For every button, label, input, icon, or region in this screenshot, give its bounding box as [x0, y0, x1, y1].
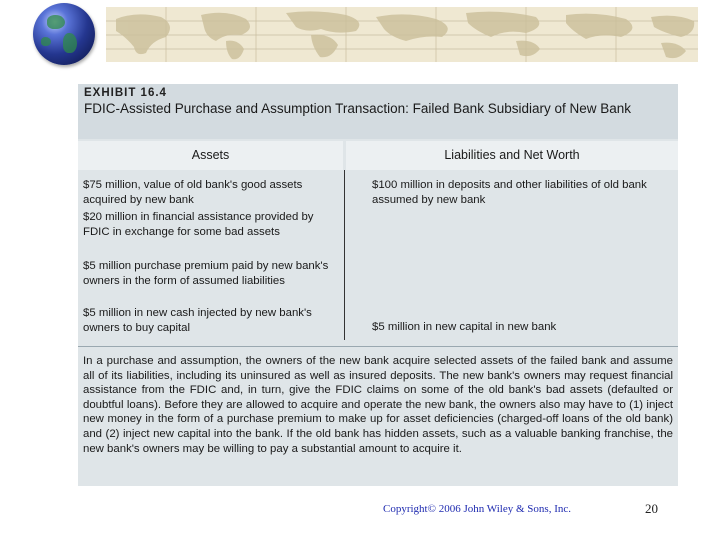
- world-map-banner: [106, 7, 698, 62]
- asset-item: $5 million in new cash injected by new bank's owners to buy capital: [83, 307, 312, 334]
- copyright-footer: Copyright© 2006 John Wiley & Sons, Inc.: [383, 503, 571, 515]
- asset-item: $20 million in financial assistance provided by FDIC in exchange for some bad assets: [83, 211, 314, 238]
- asset-item: $5 million purchase premium paid by new bank's owners in the form of assumed liabilities: [83, 260, 329, 287]
- liability-item: $100 million in deposits and other liabilities of old bank assumed by new bank: [372, 179, 647, 206]
- assets-column-header: Assets: [78, 141, 343, 170]
- liability-item: $5 million in new capital in new bank: [372, 321, 557, 333]
- globe-icon: [33, 3, 95, 65]
- liabilities-column-header: Liabilities and Net Worth: [346, 141, 678, 170]
- exhibit-number: EXHIBIT 16.4: [84, 87, 167, 99]
- exhibit-panel: [78, 84, 678, 486]
- exhibit-header: [78, 84, 678, 139]
- page-number: 20: [645, 501, 658, 516]
- column-divider: [344, 170, 345, 340]
- exhibit-title: FDIC-Assisted Purchase and Assumption Transaction: Failed Bank Subsidiary of New Bank: [84, 101, 632, 116]
- section-divider: [78, 346, 678, 347]
- asset-item: $75 million, value of old bank's good assets acquired by new bank: [83, 179, 303, 206]
- exhibit-description: In a purchase and assumption, the owners of the new bank acquire selected assets of the failed bank and assume all of its liabilities, including its uninsured as well as insured deposits. The new bank's owners may request financial assistance from the FDIC and, in turn, give the FDIC claims on some of the old bank's bad assets (defaulted or doubtful loans). Before they are allowed to acquire and operate the new bank, the owners also may have to (1) inject new money in the form of a purchase premium to make up for asset deficiencies (charged-off loans of the old bank) and (2) inject new capital into the bank. If the old bank has hidden assets, such as a valuable banking franchise, the new bank's owners may be willing to pay a substantial amount to acquire it.: [83, 355, 673, 455]
